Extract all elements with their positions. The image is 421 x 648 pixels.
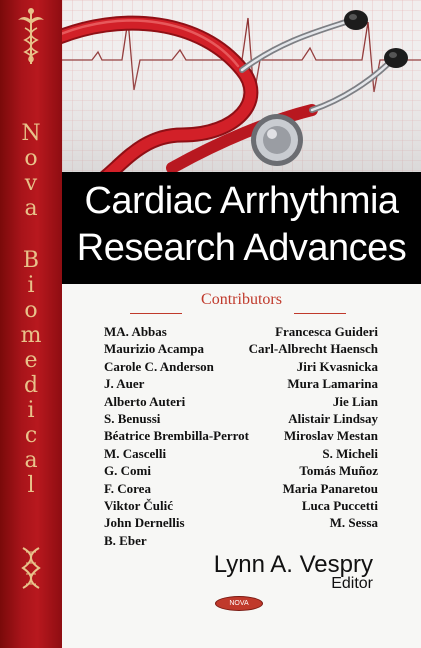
contributors-list-left [104, 323, 249, 549]
dna-helix-icon [19, 546, 43, 590]
cover-photo-stethoscope-ecg [62, 0, 421, 172]
contributor-name: MA. Abbas [104, 324, 167, 339]
spine-letter: m [20, 323, 42, 348]
contributor-name: Mura Lamarina [287, 376, 378, 392]
spine-letter: o [24, 298, 38, 323]
contributor-name: Alberto Auteri [104, 393, 186, 409]
spine-letter: B [22, 248, 40, 273]
book-title-line-2: Research Advances [76, 227, 407, 269]
contributor-name: Béatrice Brembilla-Perrot [104, 428, 249, 444]
heading-rule-left [130, 313, 182, 314]
spine-letter: v [24, 171, 38, 196]
contributor-name: B. Eber [104, 532, 147, 548]
editor-name: Lynn A. Vespry [213, 551, 373, 578]
spine-letter: l [27, 473, 35, 498]
heading-rule-right [294, 313, 346, 314]
contributor-name: M. Cascelli [104, 445, 167, 461]
contributor-name: Jiri Kvasnicka [296, 358, 378, 374]
contributor-name: Jie Lian [332, 393, 378, 409]
contributor-name: Carl-Albrecht Haensch [248, 341, 378, 357]
spine-letter: c [24, 423, 38, 448]
contributor-name: Viktor Čulić [104, 498, 173, 514]
contributor-name: Carole C. Anderson [104, 358, 214, 374]
contributor-name: Tomás Muñoz [299, 463, 378, 479]
contributor-name: Luca Puccetti [301, 498, 378, 514]
spine [0, 0, 62, 648]
contributor-name: M. Sessa [329, 515, 378, 531]
contributors-list-right [249, 323, 378, 532]
title-band [62, 172, 421, 284]
book-title-line-1: Cardiac Arrhythmia [84, 180, 399, 222]
spine-letter: a [24, 448, 38, 473]
spine-letter: d [23, 373, 39, 398]
contributor-name: Maurizio Acampa [104, 341, 205, 357]
contributor-name: Alistair Lindsay [288, 411, 378, 427]
contributor-name: F. Corea [104, 480, 151, 496]
contributor-name: Miroslav Mestan [284, 428, 378, 444]
editor-role: Editor [331, 575, 373, 592]
caduceus-logo-icon [16, 6, 46, 66]
contributor-name: John Dernellis [104, 515, 185, 531]
contributor-name: G. Comi [104, 463, 151, 479]
contributor-name: J. Auer [104, 376, 145, 392]
contributor-name: Francesca Guideri [275, 324, 378, 339]
spine-letter: e [24, 348, 38, 373]
contributors-heading: Contributors [201, 291, 282, 308]
publisher-badge: NOVA [215, 596, 263, 611]
contributor-name: S. Benussi [104, 411, 161, 427]
spine-letter: a [24, 196, 38, 221]
spine-letter: N [21, 121, 41, 146]
spine-letter: i [27, 273, 35, 298]
spine-letter: o [24, 146, 38, 171]
spine-letter: i [27, 398, 35, 423]
contributor-name: S. Micheli [322, 445, 378, 461]
contributor-name: Maria Panaretou [282, 480, 378, 496]
